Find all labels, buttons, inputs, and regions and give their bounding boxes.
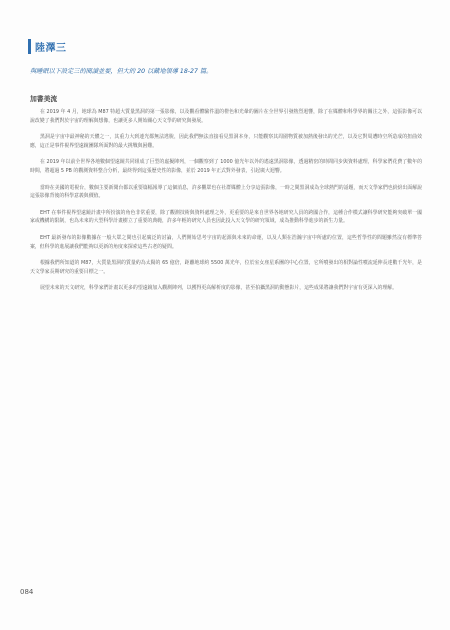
article-heading: 加書美流	[30, 95, 58, 103]
paragraph: EHT 最新發布的影像數據在一般大眾之間也引起廣泛的討論，人們開始思考宇宙的起源與未來的命運，以及人類在浩瀚宇宙中所處的位置，這些哲學性的問題雖然沒有標準答案，但科學的進展讓我們能夠以更新的角度來探索這些古老的疑問。	[30, 234, 422, 250]
paragraph: 在 2019 年 4 月，地球為 M87 特超大質量黑洞的第一張影像，以及觀看體驗件溫的橙色和光暈的圖片在全世界引發熱烈迴響，除了在媒體和科學界的關注之外，這張影像可以說改變了我們對於宇宙的理解與想像，也讓更多人開始關心天文學的研究與發展。	[30, 109, 422, 124]
paragraph: 在 2019 年以前全世界各地數個望遠鏡共同組成了巨型的虛擬陣列，一個觀察到了 1000 億光年以外的遙遠黑洞影像，透過精密的時間同步與資料處理，科學家們花費了數年的時間，將超過 5 PB 的觀測資料整合分析，最終得到這張歷史性的影像，並於 2019 年正式對外發表，引起廣大迴響。	[30, 159, 422, 174]
paragraph: 展望未來的天文研究，科學家們計畫以更多的望遠鏡加入觀測陣列，以獲得更高解析度的影像，甚至拍攝黑洞的動態影片，這些成果將讓我們對宇宙有更深入的理解。	[40, 285, 398, 292]
section-accent-bar	[28, 39, 31, 54]
paragraph: EHT 在事件視界望遠鏡計畫中所扮演的角色非常重要，除了觀測技術與資料處理之外，更重要的是來自世界各地研究人員的跨國合作，這種合作模式讓科學研究能夠突破單一國家或機構的限制，也為未來的大型科學計畫樹立了重要的典範，許多年輕的研究人員也因此投入天文學的研究領域，成為推動科學進步的新生力量。	[30, 209, 422, 225]
article-body	[30, 108, 422, 301]
paragraph: 當時在美國的電視台，數個主要新聞台都以重要篇幅報導了這個消息，許多觀眾也在社群媒體上分享這張影像，一時之間黑洞成為全球熱門的話題，而天文學家們也紛紛出面解說這張影像背後的科學意義與價值。	[30, 184, 422, 200]
paragraph: 黑洞是宇宙中最神秘的天體之一，其重力大到連光都無法逃脫，因此我們無法直接看見黑洞本身，只能觀察其周圍物質被加熱後發出的光芒，以及它對周遭時空所造成的扭曲效應，這正是事件視界望遠鏡團隊所面對的最大挑戰與困難。	[30, 134, 422, 149]
section-header	[28, 38, 67, 54]
paragraph: 根據我們所知道的 M87，大質量黑洞的質量約為太陽的 65 億倍，距離地球約 5500 萬光年，位於室女座星系團的中心位置，它所噴發出的相對論性噴流延伸長達數千光年，是天文學家長期研究的重要目標之一。	[30, 260, 422, 275]
section-title: 陸澤三	[35, 42, 67, 54]
chapter-subtitle: 與睡眠以下設定三的閱讀並要，但大的 20 以藏地領導 18-27 篇。	[30, 68, 213, 75]
page-number: 084	[20, 588, 34, 596]
